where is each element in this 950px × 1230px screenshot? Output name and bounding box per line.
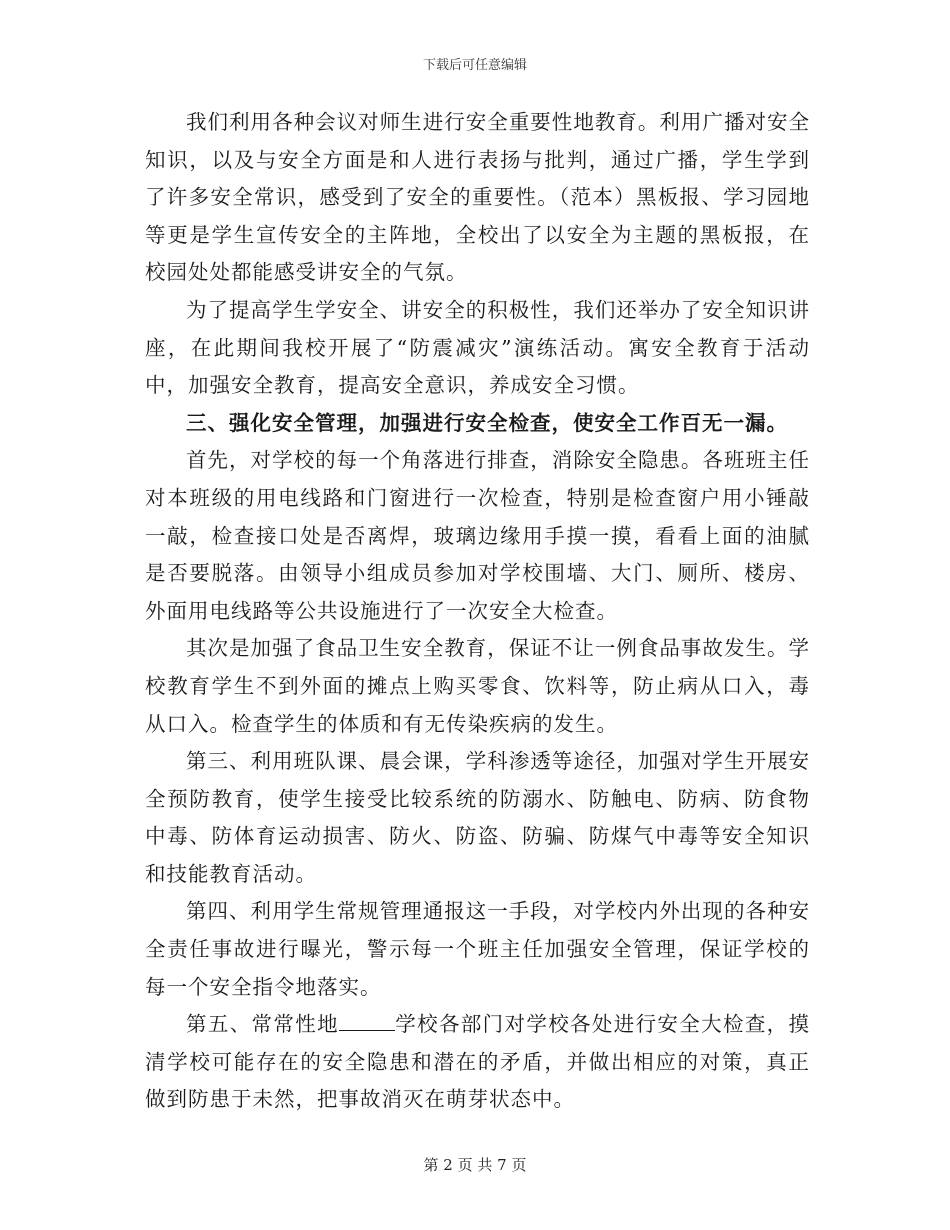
paragraph-fifth-check — [145, 1006, 810, 1119]
paragraph-third-education: 第三、利用班队课、晨会课，学科渗透等途径，加强对学生开展安全预防教育，使学生接受比较系统的防溺水、防触电、防病、防食物中毒、防体育运动损害、防火、防盗、防骗、防煤气中毒等安全知识和技能教育活动。 — [145, 749, 810, 886]
page-number: 第 2 页 共 7 页 — [423, 1156, 527, 1174]
paragraph-lecture: 为了提高学生学安全、讲安全的积极性，我们还举办了安全知识讲座，在此期间我校开展了“防震减灾”演练活动。寓安全教育于活动中，加强安全教育，提高安全意识，养成安全习惯。 — [145, 297, 810, 398]
paragraph-publicity: 我们利用各种会议对师生进行安全重要性地教育。利用广播对安全知识，以及与安全方面是和人进行表扬与批判，通过广播，学生学到了许多安全常识，感受到了安全的重要性。（范本）黑板报、学习园地等更是学生宣传安全的主阵地，全校出了以安全为主题的黑板报，在校园处处都能感受讲安全的气氛。 — [145, 110, 810, 285]
paragraph-fifth-after-blank: 学校各部门对学校各处进行安全大检查，摸清学校可能存在的安全隐患和潜在的矛盾，并做出相应的对策，真正做到防患于未然，把事故消灭在萌芽状态中。 — [145, 1012, 811, 1112]
section-heading-3: 三、强化安全管理，加强进行安全检查，使安全工作百无一漏。 — [186, 410, 788, 435]
page-header: 下载后可任意编辑 — [422, 58, 527, 73]
fill-in-blank — [339, 1010, 395, 1031]
document-body — [145, 104, 810, 1119]
paragraph-food-safety: 其次是加强了食品卫生安全教育，保证不让一例食品事故发生。学校教育学生不到外面的摊点上购买零食、饮料等，防止病从口入，毒从口入。检查学生的体质和有无传染疾病的发生。 — [145, 636, 810, 736]
paragraph-fifth-before-blank: 第五、常常性地 — [186, 1012, 339, 1037]
paragraph-fourth-report: 第四、利用学生常规管理通报这一手段，对学校内外出现的各种安全责任事故进行曝光，警示每一个班主任加强安全管理，保证学校的每一个安全指令地落实。 — [145, 899, 810, 999]
paragraph-first-inspection: 首先，对学校的每一个角落进行排查，消除安全隐患。各班班主任对本班级的用电线路和门窗进行一次检查，特别是检查窗户用小锤敲一敲，检查接口处是否离焊，玻璃边缘用手摸一摸，看看上面的油腻是否要脱落。由领导小组成员参加对学校围墙、大门、厕所、楼房、外面用电线路等公共设施进行了一次安全大检查。 — [145, 448, 810, 623]
